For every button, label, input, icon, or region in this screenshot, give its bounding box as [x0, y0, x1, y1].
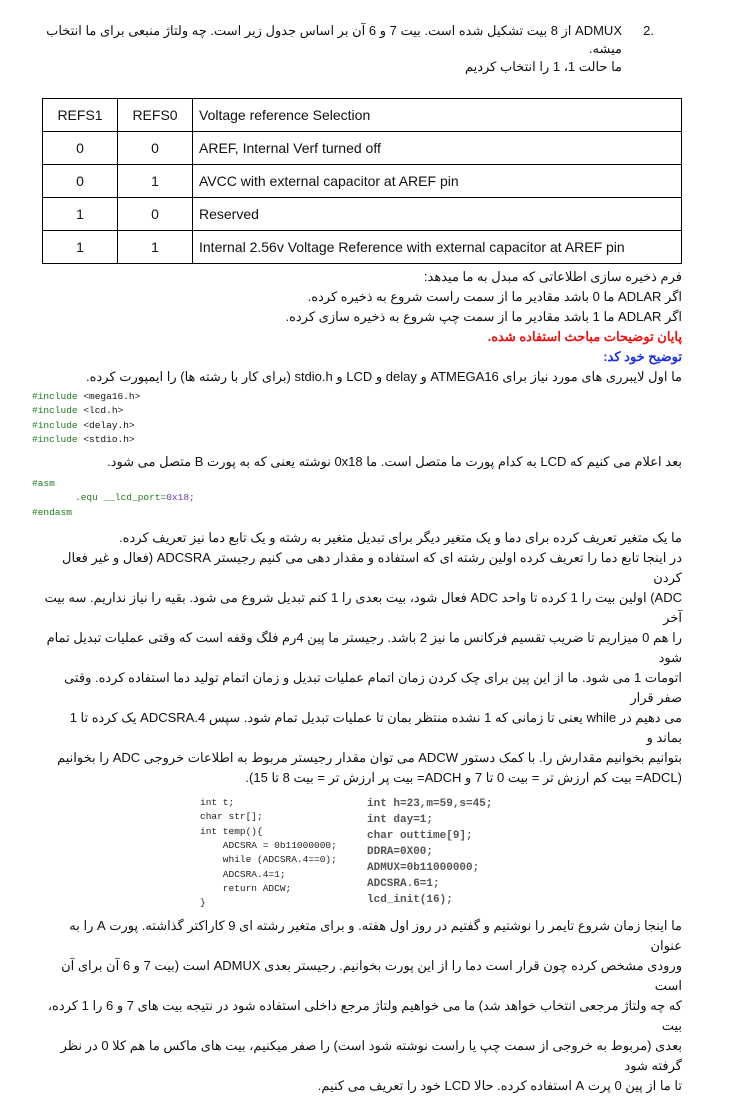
voltage-reference-table	[42, 98, 682, 264]
include-keyword: #include	[32, 405, 78, 417]
code-left-line: char str[];	[200, 811, 263, 823]
end-note: پایان توضیحات مباحث استفاده شده.	[487, 329, 682, 344]
asm-block	[32, 477, 682, 520]
include-line	[32, 419, 682, 433]
include-file: <delay.h>	[83, 419, 135, 431]
cell-refs0: 0	[118, 132, 193, 165]
include-block	[32, 390, 682, 447]
include-line	[32, 433, 682, 447]
asm-start: #asm	[32, 478, 55, 490]
code-right-line: char outtime[9];	[367, 830, 473, 843]
code-left-line: int temp(){	[200, 825, 263, 837]
cell-selection: Internal 2.56v Voltage Reference with external capacitor at AREF pin	[193, 231, 682, 264]
paragraph-line: اتومات 1 می شود. ما از این پین برای چک کردن زمان اتمام عملیات تبدیل و زمان اتمام تولید دما استفاده کرده. وقتی صفر قرار	[64, 670, 682, 706]
code-right-line: DDRA=0X00;	[367, 846, 434, 859]
code-left-line: ADCSRA = 0b11000000;	[200, 839, 337, 851]
paragraph-line: در اینجا تابع دما را تعریف کرده اولین رشته ای که استفاده و مقدار دهی می کنیم رجیستر ADCSRA (فعال و غیر فعال کردن	[62, 550, 682, 586]
code-columns	[200, 796, 682, 910]
adlar-intro: فرم ذخیره سازی اطلاعاتی که مبدل به ما میدهد:	[423, 269, 682, 284]
code-heading: توضیح خود کد:	[603, 349, 682, 364]
include-file: <lcd.h>	[83, 405, 124, 417]
code-left-line: }	[200, 897, 206, 909]
cell-refs1: 1	[43, 231, 118, 264]
paragraph-line: بعدی (مربوط به خروجی از سمت چپ یا راست نوشته شود است) را صفر میکنیم، بیت های ماکس ما هم کلا 0 در نظر گرفته شود	[60, 1038, 682, 1074]
paragraph-line: ورودی مشخص کرده چون قرار است دما را از این پورت بخوانیم. رجیستر بعدی ADMUX است (بیت 7 و 6 آن برای آن است	[61, 958, 682, 994]
list-number: 2.	[643, 23, 654, 38]
libs-line: ما اول لایبرری های مورد نیاز برای ATMEGA16 و delay و LCD و stdio.h (برای کار با رشته ها) را ایمپورت کرده.	[86, 369, 682, 384]
table-row	[43, 132, 682, 165]
table-row	[43, 198, 682, 231]
header-refs1: REFS1	[43, 99, 118, 132]
intro-item	[32, 22, 682, 76]
paragraph-line: ما اینجا زمان شروع تایمر را نوشتیم و گفتیم در روز اول هفته. و برای متغیر رشته ای 9 کاراکتر گذاشته. پورت A را به عنوان	[69, 918, 682, 954]
include-keyword: #include	[32, 419, 78, 431]
paragraph-line: تا ما از پین 0 پرت A استفاده کرده. حالا LCD خود را تعریف می کنیم.	[317, 1078, 682, 1094]
adlar-1-line: اگر ADLAR ما 1 باشد مقادیر ما از سمت چپ شروع به ذخیره سازی کرده.	[285, 309, 682, 324]
include-file: <mega16.h>	[83, 391, 141, 402]
equ-directive: .equ __lcd_port=	[75, 492, 167, 504]
intro-line-1: ADMUX از 8 بیت تشکیل شده است. بیت 7 و 6 آن بر اساس جدول زیر است. چه ولتاژ منبعی برای ما انتخاب میشه.	[46, 23, 622, 56]
cell-refs0: 0	[118, 198, 193, 231]
code-right-line: lcd_init(16);	[367, 894, 453, 907]
code-right-line: ADMUX=0b11000000;	[367, 862, 480, 875]
lcd-port-line: بعد اعلام می کنیم که LCD به کدام پورت ما متصل است. ما 0x18 نوشته یعنی که به پورت B متصل می شود.	[107, 454, 682, 470]
paragraph-line: را هم 0 میزاریم تا ضریب تقسیم فرکانس ما نیز 2 باشد. رجیستر ما پین 4رم فلگ وقفه است که وقتی عملیات تبدیل تمام شود	[46, 630, 682, 666]
cell-refs1: 0	[43, 165, 118, 198]
header-refs0: REFS0	[118, 99, 193, 132]
paragraph-admux	[42, 916, 682, 1096]
code-left-line: ADCSRA.4=1;	[200, 868, 286, 880]
paragraph-line: بتوانیم بخوانیم مقدارش را. با کمک دستور ADCW می توان مقدار رجیستر مربوط به اطلاعات خروجی ADC را بخوانیم	[57, 750, 682, 766]
cell-selection: Reserved	[193, 198, 682, 231]
code-right-line: int day=1;	[367, 814, 434, 827]
paragraph-line: که چه ولتاژ مرجعی انتخاب خواهد شد) ما می خواهیم ولتاژ مرجع داخلی استفاده شود در نتیجه بیت های 7 و 6 را 1 کرده، بیت	[47, 998, 682, 1034]
cell-refs1: 0	[43, 132, 118, 165]
code-left-line: while (ADCSRA.4==0);	[200, 854, 337, 866]
include-file: <stdio.h>	[83, 433, 135, 445]
include-line	[32, 404, 682, 418]
paragraph-adcsra	[42, 528, 682, 788]
paragraph-line: ADC) اولین بیت را 1 کرده تا واحد ADC فعال شود، بیت بعدی را 1 کنم تبدیل شروع می شود. بقیه را نیاز نداریم. سه بیت آخر	[44, 590, 682, 626]
table-header-row	[43, 99, 682, 132]
code-left-line: int t;	[200, 797, 235, 809]
code-left-block	[200, 796, 367, 910]
cell-refs0: 1	[118, 231, 193, 264]
asm-end: #endasm	[32, 506, 72, 518]
cell-refs0: 1	[118, 165, 193, 198]
code-right-line: int h=23,m=59,s=45;	[367, 798, 493, 811]
header-selection: Voltage reference Selection	[193, 99, 682, 132]
cell-selection: AVCC with external capacitor at AREF pin	[193, 165, 682, 198]
cell-selection: AREF, Internal Verf turned off	[193, 132, 682, 165]
paragraph-line: (ADCL= بیت کم ارزش تر = بیت 0 تا 7 و ADCH= بیت پر ارزش تر = بیت 8 تا 15).	[245, 770, 682, 786]
code-right-line: ADCSRA.6=1;	[367, 878, 440, 891]
asm-equ-line	[32, 491, 682, 505]
intro-line-2: ما حالت 1، 1 را انتخاب کردیم	[464, 59, 622, 74]
include-keyword: #include	[32, 433, 78, 445]
code-left-line: return ADCW;	[200, 882, 292, 894]
paragraph-line: ما یک متغیر تعریف کرده برای دما و یک متغیر دیگر برای تبدیل متغیر به رشته و یک تابع دما نیز تعریف کرده.	[119, 530, 682, 546]
cell-refs1: 1	[43, 198, 118, 231]
code-right-block	[367, 796, 492, 910]
equ-value: 0x18;	[166, 492, 195, 504]
table-row	[43, 165, 682, 198]
include-keyword: #include	[32, 391, 78, 402]
table-row	[43, 231, 682, 264]
adlar-0-line: اگر ADLAR ما 0 باشد مقادیر ما از سمت راست شروع به ذخیره کرده.	[307, 289, 682, 304]
include-line	[32, 390, 682, 404]
paragraph-line: می دهیم در while یعنی تا زمانی که 1 نشده منتظر بمان تا عملیات تبدیل تمام شود. سپس ADCSRA.4 یک کرده تا 1 بماند و	[69, 710, 682, 746]
